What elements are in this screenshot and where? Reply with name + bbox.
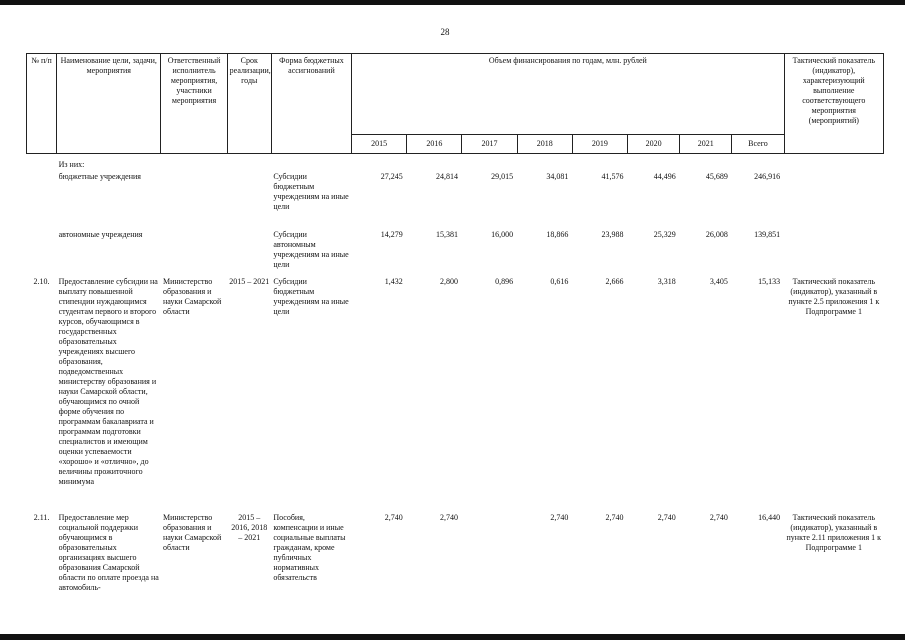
- row-total: 15,133: [758, 276, 781, 286]
- header-volume: Объем финансирования по годам, млн. рублей: [352, 54, 785, 135]
- row-indicator: [784, 230, 883, 277]
- row-value: 3,405: [709, 276, 728, 286]
- row-indicator: [784, 172, 883, 230]
- row-no: 2.11.: [33, 512, 50, 522]
- row-period: [227, 230, 271, 277]
- row-value: 41,576: [601, 171, 624, 181]
- row-value: 2,740: [439, 512, 458, 522]
- row-form: Субсидии бюджетным учреждениям на иные цели: [273, 276, 349, 316]
- row-value: 18,866: [546, 229, 569, 239]
- row-value: 3,318: [657, 276, 676, 286]
- row-total: 139,851: [754, 229, 781, 239]
- row-form: Пособия, компенсации и иные социальные выплаты гражданам, кроме публичных нормативных обязательств: [273, 512, 346, 582]
- row-period: [227, 172, 271, 230]
- table-row: [27, 513, 884, 603]
- row-value: 16,000: [491, 229, 514, 239]
- row-name: Предоставление мер социальной поддержки обучающимся в образовательных организациях высшего образования Самарской области по оплате проезда на автомобиль-: [58, 512, 159, 592]
- row-executor: Министерство образования и науки Самарской области: [162, 276, 222, 316]
- row-value: 15,381: [435, 229, 458, 239]
- header-year: 2015: [352, 135, 407, 154]
- row-name: бюджетные учреждения: [58, 171, 141, 181]
- row-no: [27, 230, 57, 277]
- header-year: 2020: [628, 135, 680, 154]
- bottom-border: [0, 634, 905, 640]
- row-indicator: Тактический показатель (индикатор), указанный в пункте 2.11 приложения 1 к Подпрограмме 1: [786, 512, 882, 552]
- header-name: Наименование цели, задачи, мероприятия: [57, 54, 161, 154]
- row-value: 0,616: [550, 276, 569, 286]
- row-no: [27, 172, 57, 230]
- row-value: 34,081: [546, 171, 569, 181]
- top-border: [0, 0, 905, 5]
- header-executor: Ответственный исполнитель мероприятия, участники мероприятия: [161, 54, 227, 154]
- header-period: Срок реализации, годы: [227, 54, 271, 154]
- row-total: 246,916: [754, 171, 781, 181]
- row-value: 2,740: [384, 512, 403, 522]
- header-no: № п/п: [27, 54, 57, 154]
- header-year: 2019: [572, 135, 627, 154]
- row-value: 2,666: [605, 276, 624, 286]
- table-row: [27, 172, 884, 230]
- row-executor: [161, 230, 227, 277]
- header-year: 2021: [680, 135, 732, 154]
- header-form: Форма бюджетных ассигнований: [271, 54, 351, 154]
- header-total: Всего: [732, 135, 784, 154]
- row-executor: [161, 172, 227, 230]
- row-form: Субсидии бюджетным учреждениям на иные цели: [273, 171, 349, 211]
- row-value: 2,740: [550, 512, 569, 522]
- row-total: 16,440: [758, 512, 781, 522]
- row-value: 27,245: [380, 171, 403, 181]
- row-executor: Министерство образования и науки Самарской области: [162, 512, 222, 552]
- row-value: 2,740: [709, 512, 728, 522]
- row-period: 2015 – 2021: [229, 276, 270, 286]
- row-no: 2.10.: [33, 276, 50, 286]
- row-value: 26,008: [705, 229, 728, 239]
- row-name: Предоставление субсидии на выплату повышенной стипендии нуждающимся студентам первого и второго курсов, обучающимся в государственных образовательных учреждениях высшего образования, подведомственных министерству образования и науки Самарской области, обучающимся по очной форме обучения по программам бакалавриата и программам подготовки специалистов и имеющим оценки успеваемости «хорошо» и «отлично», до величины прожиточного минимума: [58, 276, 158, 486]
- table-row: [27, 277, 884, 513]
- table-row: [27, 154, 884, 172]
- row-name: автономные учреждения: [58, 229, 143, 239]
- row-value: 1,432: [384, 276, 403, 286]
- row-value: 44,496: [653, 171, 676, 181]
- header-year: 2018: [517, 135, 572, 154]
- row-indicator: Тактический показатель (индикатор), указанный в пункте 2.5 приложения 1 к Подпрограмме 1: [788, 276, 880, 316]
- financing-table: [26, 53, 884, 603]
- page-number: 28: [440, 27, 450, 37]
- header-year: 2016: [407, 135, 462, 154]
- row-value: [462, 513, 517, 603]
- header-indicator: Тактический показатель (индикатор), характеризующий выполнение соответствующего мероприятия (мероприятий): [784, 54, 883, 154]
- row-value: 23,988: [601, 229, 624, 239]
- row-value: 45,689: [705, 171, 728, 181]
- row-value: 0,896: [495, 276, 514, 286]
- row-form: Субсидии автономным учреждениям на иные цели: [273, 229, 349, 269]
- row-value: 2,740: [657, 512, 676, 522]
- row-value: 24,814: [435, 171, 458, 181]
- row-value: 14,279: [380, 229, 403, 239]
- row-value: 29,015: [491, 171, 514, 181]
- row-name: Из них:: [58, 160, 85, 169]
- table-row: [27, 230, 884, 277]
- row-value: 2,740: [605, 512, 624, 522]
- row-value: 2,800: [439, 276, 458, 286]
- row-value: 25,329: [653, 229, 676, 239]
- row-period: 2015 – 2016, 2018 – 2021: [231, 512, 268, 542]
- header-year: 2017: [462, 135, 517, 154]
